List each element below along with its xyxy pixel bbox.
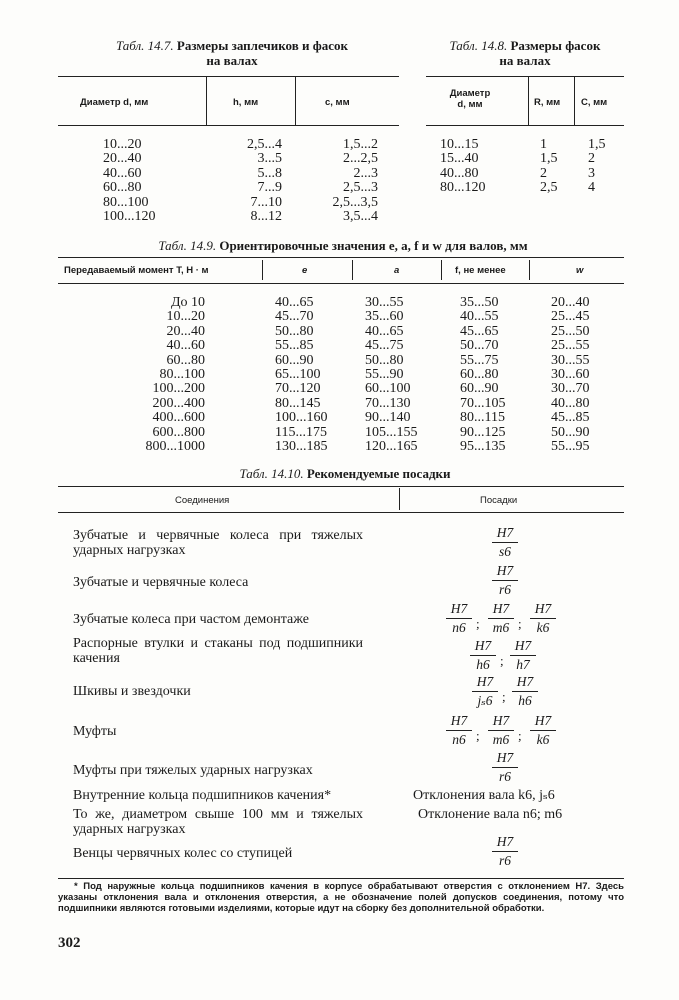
table-14-7-col-divider-1 (206, 76, 207, 125)
table-14-10-label: Табл. 14.10. (239, 466, 304, 481)
fit-row-10-label: Венцы червячных колес со ступицей (73, 846, 293, 861)
table-14-8-col-divider-1 (528, 76, 529, 125)
table-14-8-caption (420, 38, 630, 68)
table-14-9-col-e: 40...65 45...70 50...80 55...85 60...90 65...100 70...120 80...145 100...160 115...175 130...185 (275, 295, 328, 455)
fit-row-8-deviation: Отклонения вала k6, jₛ6 (413, 788, 555, 803)
fit-row-3-fraction-c: H7 k6 (530, 601, 556, 636)
fit-row-3-fraction-a: H7 n6 (446, 601, 472, 636)
table-14-7-header-h: h, мм (233, 97, 259, 108)
table-14-8-header-d-line2: d, мм (457, 99, 483, 110)
fit-row-4-fraction-b: H7 h7 (510, 638, 536, 673)
fit-row-6-label: Муфты (73, 724, 117, 739)
table-14-8-header-r: R, мм (534, 97, 561, 108)
table-14-10-header-rule (58, 512, 624, 513)
table-14-10-caption (170, 466, 520, 481)
table-14-9-col-divider-4 (529, 260, 530, 280)
table-14-9-col-divider-1 (262, 260, 263, 280)
fit-row-5-separator: ; (502, 689, 506, 704)
fit-row-5-fraction-b: H7 h6 (512, 674, 538, 709)
table-14-9-header-rule (58, 283, 624, 284)
fit-row-1-fraction: H7 s6 (492, 525, 518, 560)
table-14-10-header-fits: Посадки (480, 495, 518, 506)
fit-row-3-separator-1: ; (476, 616, 480, 631)
fit-row-5-label: Шкивы и звездочки (73, 684, 191, 699)
table-14-8-col-divider-2 (574, 76, 575, 125)
fit-row-4-fraction-a: H7 h6 (470, 638, 496, 673)
table-14-7-title: Размеры заплечиков и фасок (176, 38, 348, 53)
fit-row-6-fraction-c: H7 k6 (530, 713, 556, 748)
table-14-9-col-divider-2 (352, 260, 353, 280)
table-14-9-col-divider-3 (441, 260, 442, 280)
table-14-8-header-d (440, 88, 500, 110)
fit-row-4-label: Распорные втулки и стаканы под подшипники качения (73, 636, 363, 666)
fit-row-4-separator: ; (500, 653, 504, 668)
fit-row-7-label: Муфты при тяжелых ударных нагрузках (73, 763, 313, 778)
fit-row-10-fraction: H7 r6 (492, 834, 518, 869)
fit-row-6-separator-2: ; (518, 728, 522, 743)
fit-row-1-label: Зубчатые и червячные колеса при тяжелых ударных нагрузках (73, 528, 363, 558)
table-14-7-top-rule (58, 76, 399, 77)
table-14-9-col-w: 20...40 25...45 25...50 25...55 30...55 30...60 30...70 40...80 45...85 50...90 55...95 (551, 295, 590, 455)
table-14-9-label: Табл. 14.9. (158, 238, 217, 253)
table-14-7-col-c: 1,5...2 2...2,5 2...3 2,5...3 2,5...3,5 3,5...4 (332, 137, 378, 225)
table-14-9-header-f: f, не менее (455, 265, 506, 276)
table-14-7-col-diameter: 10...20 20...40 40...60 60...80 80...100 100...120 (103, 137, 156, 225)
footnote: * Под наружные кольца подшипников качения в корпусе обрабатывают отверстия с отклонением H7. Здесь указаны отклонения вала и отклонения отверстия, а не обозначение полей допусков соединения, потому что подшипники являются готовыми изделиями, которые идут на сборку без дополнительной обработки. (58, 881, 624, 914)
table-14-10-title: Рекомендуемые посадки (306, 466, 451, 481)
table-14-7-col-h: 2,5...4 3...5 5...8 7...9 7...10 8...12 (247, 137, 282, 225)
table-14-9-header-a: a (394, 265, 400, 276)
table-14-8-top-rule (426, 76, 624, 77)
table-14-8-title: Размеры фасок (510, 38, 601, 53)
table-14-9-col-torque: До 10 10...20 20...40 40...60 60...80 80...100 100...200 200...400 400...600 600...800 800...1000 (145, 295, 205, 455)
fit-row-3-label: Зубчатые колеса при частом демонтаже (73, 612, 309, 627)
table-14-9-col-a: 30...55 35...60 40...65 45...75 50...80 55...90 60...100 70...130 90...140 105...155 120...165 (365, 295, 418, 455)
fit-row-2-label: Зубчатые и червячные колеса (73, 575, 249, 590)
table-14-8-col-r: 1 1,5 2 2,5 (540, 137, 558, 196)
fit-row-5-fraction-a: H7 jₛ6 (472, 674, 498, 709)
table-14-9-top-rule (58, 257, 624, 258)
fit-row-3-fraction-b: H7 m6 (488, 601, 514, 636)
fit-row-6-separator-1: ; (476, 728, 480, 743)
table-14-9-col-f: 35...50 40...55 45...65 50...70 55...75 60...80 60...90 70...105 80...115 90...125 95...135 (460, 295, 506, 455)
fit-row-6-fraction-a: H7 n6 (446, 713, 472, 748)
table-14-8-header-d-line1: Диаметр (449, 88, 491, 99)
fit-row-8-label: Внутренние кольца подшипников качения* (73, 788, 332, 803)
fit-row-7-fraction: H7 r6 (492, 750, 518, 785)
fit-row-6-fraction-b: H7 m6 (488, 713, 514, 748)
fit-row-9-deviation: Отклонение вала n6; m6 (418, 807, 563, 822)
fit-row-9-label: То же, диаметром свыше 100 мм и тяжелых ударных нагрузках (73, 807, 363, 837)
footnote-rule (58, 878, 624, 879)
table-14-9-header-w: w (576, 265, 584, 276)
table-14-8-col-diameter: 10...15 15...40 40...80 80...120 (440, 137, 486, 196)
table-14-7-label: Табл. 14.7. (115, 38, 174, 53)
table-14-7-header-d: Диаметр d, мм (80, 97, 149, 108)
table-14-10-col-divider (399, 488, 400, 510)
fit-row-2-fraction: H7 r6 (492, 563, 518, 598)
table-14-8-header-c: C, мм (581, 97, 608, 108)
page-number: 302 (58, 935, 81, 951)
fit-row-3-separator-2: ; (518, 616, 522, 631)
table-14-9-title: Ориентировочные значения e, a, f и w для валов, мм (219, 238, 528, 253)
table-14-9-header-torque: Передаваемый момент T, Н · м (64, 265, 209, 276)
table-14-9-header-e: e (302, 265, 308, 276)
table-14-7-header-rule (58, 125, 399, 126)
table-14-7-col-divider-2 (295, 76, 296, 125)
table-14-7-caption (82, 38, 382, 68)
table-14-10-top-rule (58, 486, 624, 487)
table-14-7-header-c: c, мм (325, 97, 350, 108)
table-14-7-title-line2: на валах (206, 53, 258, 68)
table-14-8-title-line2: на валах (499, 53, 551, 68)
table-14-8-header-rule (426, 125, 624, 126)
table-14-8-label: Табл. 14.8. (449, 38, 508, 53)
table-14-8-col-c: 1,5 2 3 4 (588, 137, 606, 196)
table-14-10-header-connections: Соединения (175, 495, 230, 506)
table-14-9-caption (108, 238, 578, 253)
